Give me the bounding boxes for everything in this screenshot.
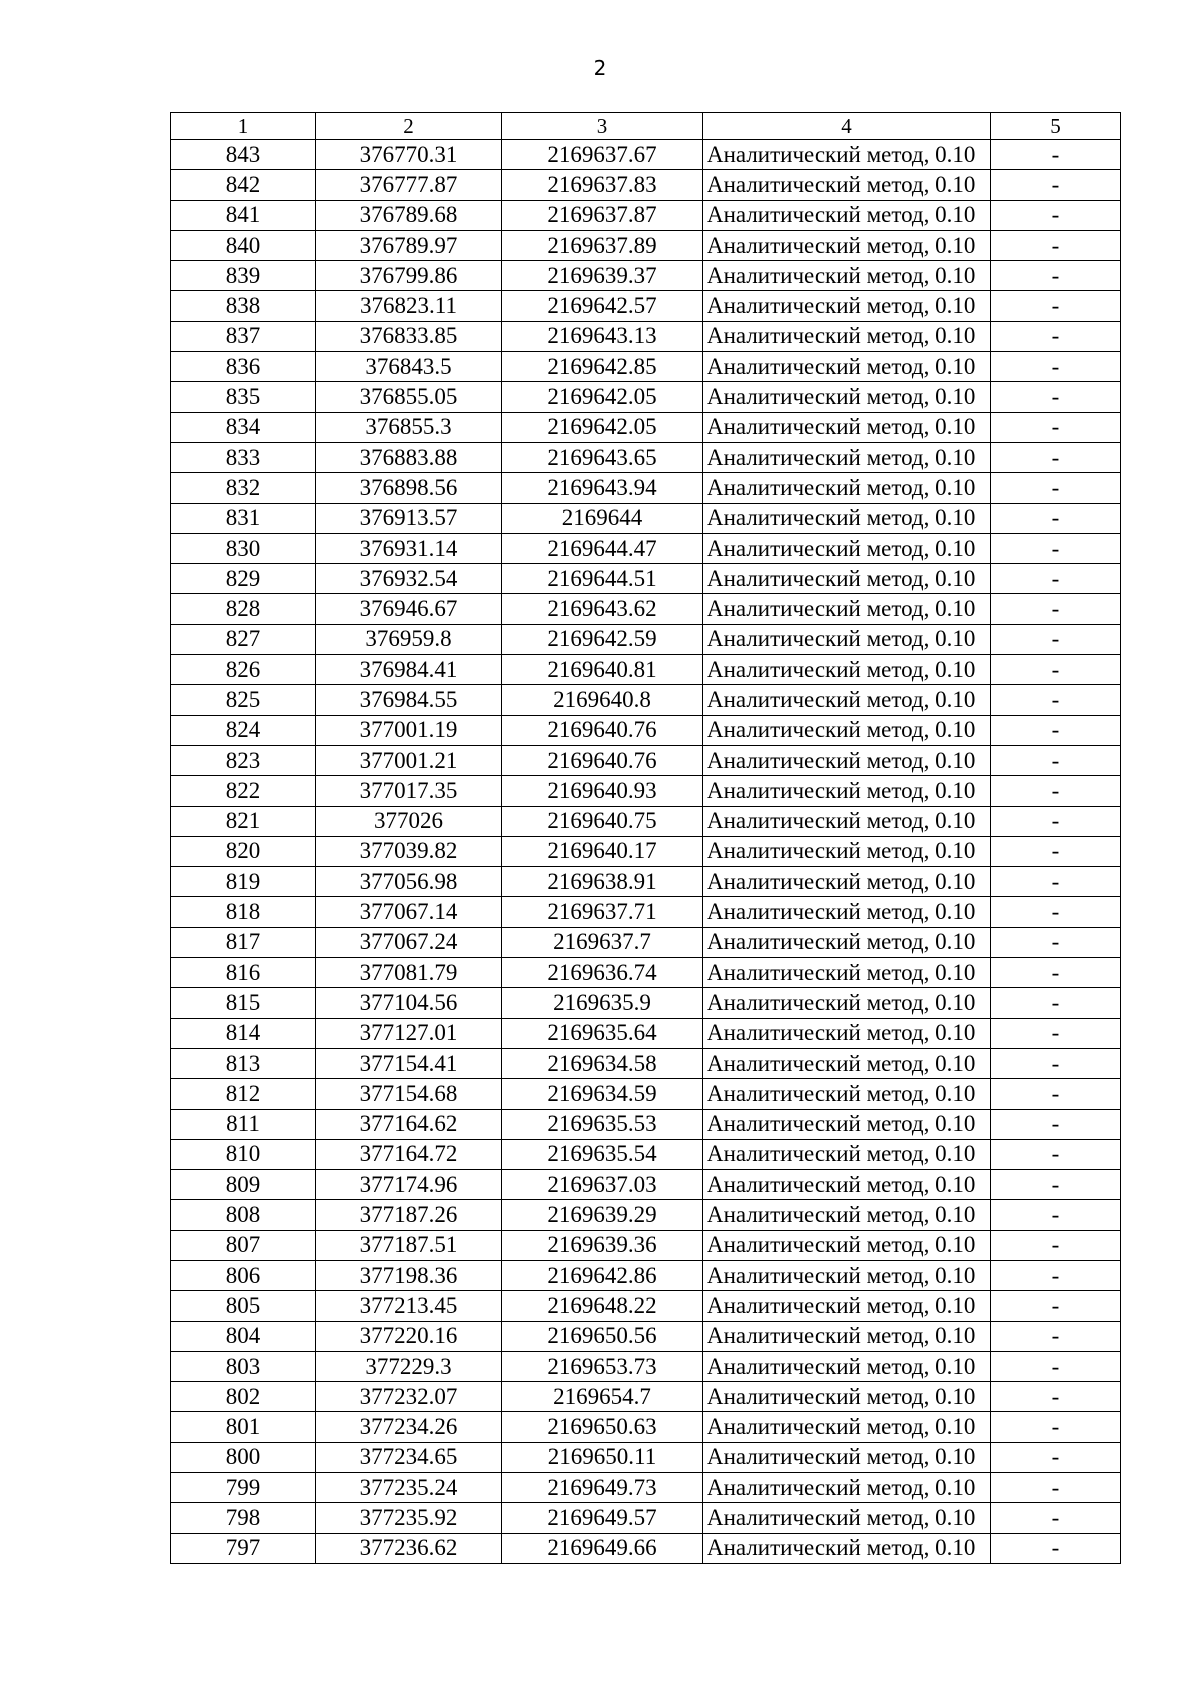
point-number-cell: 813	[171, 1048, 316, 1078]
table-row	[171, 261, 1121, 291]
point-number-cell: 828	[171, 594, 316, 624]
y-coordinate-cell: 2169642.57	[502, 291, 703, 321]
header-row	[171, 113, 1121, 140]
table-row	[171, 1200, 1121, 1230]
x-coordinate-cell: 377067.14	[316, 897, 502, 927]
table-row	[171, 1170, 1121, 1200]
table-row	[171, 1533, 1121, 1563]
note-cell: -	[991, 473, 1121, 503]
table-row	[171, 715, 1121, 745]
x-coordinate-cell: 376984.41	[316, 655, 502, 685]
method-cell: Аналитический метод, 0.10	[703, 958, 991, 988]
table-row	[171, 382, 1121, 412]
y-coordinate-cell: 2169637.71	[502, 897, 703, 927]
table-row	[171, 321, 1121, 351]
note-cell: -	[991, 140, 1121, 170]
y-coordinate-cell: 2169636.74	[502, 958, 703, 988]
table-row	[171, 352, 1121, 382]
x-coordinate-cell: 377229.3	[316, 1351, 502, 1381]
point-number-cell: 825	[171, 685, 316, 715]
y-coordinate-cell: 2169637.67	[502, 140, 703, 170]
x-coordinate-cell: 376843.5	[316, 352, 502, 382]
method-cell: Аналитический метод, 0.10	[703, 1321, 991, 1351]
note-cell: -	[991, 261, 1121, 291]
table-row	[171, 1503, 1121, 1533]
point-number-cell: 811	[171, 1109, 316, 1139]
header-cell-4: 4	[703, 113, 991, 140]
x-coordinate-cell: 377234.65	[316, 1442, 502, 1472]
table-row	[171, 685, 1121, 715]
note-cell: -	[991, 776, 1121, 806]
note-cell: -	[991, 927, 1121, 957]
method-cell: Аналитический метод, 0.10	[703, 230, 991, 260]
x-coordinate-cell: 377164.72	[316, 1139, 502, 1169]
note-cell: -	[991, 685, 1121, 715]
y-coordinate-cell: 2169635.54	[502, 1139, 703, 1169]
method-cell: Аналитический метод, 0.10	[703, 685, 991, 715]
point-number-cell: 817	[171, 927, 316, 957]
table-body	[171, 140, 1121, 1564]
y-coordinate-cell: 2169650.63	[502, 1412, 703, 1442]
table-row	[171, 1260, 1121, 1290]
x-coordinate-cell: 376959.8	[316, 624, 502, 654]
point-number-cell: 803	[171, 1351, 316, 1381]
x-coordinate-cell: 377056.98	[316, 867, 502, 897]
point-number-cell: 822	[171, 776, 316, 806]
point-number-cell: 807	[171, 1230, 316, 1260]
x-coordinate-cell: 376855.3	[316, 412, 502, 442]
method-cell: Аналитический метод, 0.10	[703, 927, 991, 957]
point-number-cell: 812	[171, 1079, 316, 1109]
method-cell: Аналитический метод, 0.10	[703, 1412, 991, 1442]
method-cell: Аналитический метод, 0.10	[703, 170, 991, 200]
y-coordinate-cell: 2169640.17	[502, 836, 703, 866]
note-cell: -	[991, 624, 1121, 654]
note-cell: -	[991, 958, 1121, 988]
note-cell: -	[991, 1018, 1121, 1048]
header-cell-5: 5	[991, 113, 1121, 140]
y-coordinate-cell: 2169635.53	[502, 1109, 703, 1139]
method-cell: Аналитический метод, 0.10	[703, 1382, 991, 1412]
point-number-cell: 831	[171, 503, 316, 533]
method-cell: Аналитический метод, 0.10	[703, 1533, 991, 1563]
note-cell: -	[991, 806, 1121, 836]
method-cell: Аналитический метод, 0.10	[703, 200, 991, 230]
method-cell: Аналитический метод, 0.10	[703, 897, 991, 927]
y-coordinate-cell: 2169639.36	[502, 1230, 703, 1260]
note-cell: -	[991, 412, 1121, 442]
point-number-cell: 826	[171, 655, 316, 685]
note-cell: -	[991, 503, 1121, 533]
point-number-cell: 800	[171, 1442, 316, 1472]
note-cell: -	[991, 836, 1121, 866]
y-coordinate-cell: 2169642.85	[502, 352, 703, 382]
note-cell: -	[991, 291, 1121, 321]
y-coordinate-cell: 2169642.59	[502, 624, 703, 654]
y-coordinate-cell: 2169654.7	[502, 1382, 703, 1412]
point-number-cell: 823	[171, 745, 316, 775]
note-cell: -	[991, 594, 1121, 624]
table-row	[171, 1018, 1121, 1048]
note-cell: -	[991, 1048, 1121, 1078]
table-row	[171, 170, 1121, 200]
y-coordinate-cell: 2169643.13	[502, 321, 703, 351]
x-coordinate-cell: 377154.68	[316, 1079, 502, 1109]
table-row	[171, 776, 1121, 806]
method-cell: Аналитический метод, 0.10	[703, 1291, 991, 1321]
point-number-cell: 841	[171, 200, 316, 230]
table-row	[171, 745, 1121, 775]
note-cell: -	[991, 1533, 1121, 1563]
point-number-cell: 839	[171, 261, 316, 291]
method-cell: Аналитический метод, 0.10	[703, 261, 991, 291]
point-number-cell: 801	[171, 1412, 316, 1442]
note-cell: -	[991, 1291, 1121, 1321]
point-number-cell: 833	[171, 442, 316, 472]
point-number-cell: 802	[171, 1382, 316, 1412]
y-coordinate-cell: 2169635.9	[502, 988, 703, 1018]
note-cell: -	[991, 1230, 1121, 1260]
table-row	[171, 1048, 1121, 1078]
y-coordinate-cell: 2169637.03	[502, 1170, 703, 1200]
method-cell: Аналитический метод, 0.10	[703, 1048, 991, 1078]
y-coordinate-cell: 2169642.05	[502, 382, 703, 412]
table-row	[171, 473, 1121, 503]
x-coordinate-cell: 377187.26	[316, 1200, 502, 1230]
page-number: 2	[593, 56, 607, 80]
x-coordinate-cell: 376833.85	[316, 321, 502, 351]
note-cell: -	[991, 170, 1121, 200]
note-cell: -	[991, 897, 1121, 927]
note-cell: -	[991, 1382, 1121, 1412]
y-coordinate-cell: 2169635.64	[502, 1018, 703, 1048]
table-row	[171, 1230, 1121, 1260]
y-coordinate-cell: 2169650.11	[502, 1442, 703, 1472]
method-cell: Аналитический метод, 0.10	[703, 988, 991, 1018]
point-number-cell: 840	[171, 230, 316, 260]
method-cell: Аналитический метод, 0.10	[703, 352, 991, 382]
point-number-cell: 824	[171, 715, 316, 745]
y-coordinate-cell: 2169638.91	[502, 867, 703, 897]
note-cell: -	[991, 352, 1121, 382]
note-cell: -	[991, 1200, 1121, 1230]
note-cell: -	[991, 321, 1121, 351]
point-number-cell: 810	[171, 1139, 316, 1169]
y-coordinate-cell: 2169653.73	[502, 1351, 703, 1381]
table-header	[171, 113, 1121, 140]
point-number-cell: 814	[171, 1018, 316, 1048]
y-coordinate-cell: 2169640.8	[502, 685, 703, 715]
point-number-cell: 836	[171, 352, 316, 382]
x-coordinate-cell: 377236.62	[316, 1533, 502, 1563]
method-cell: Аналитический метод, 0.10	[703, 1442, 991, 1472]
method-cell: Аналитический метод, 0.10	[703, 836, 991, 866]
y-coordinate-cell: 2169643.62	[502, 594, 703, 624]
y-coordinate-cell: 2169640.75	[502, 806, 703, 836]
x-coordinate-cell: 376770.31	[316, 140, 502, 170]
point-number-cell: 816	[171, 958, 316, 988]
y-coordinate-cell: 2169648.22	[502, 1291, 703, 1321]
y-coordinate-cell: 2169639.29	[502, 1200, 703, 1230]
table-row	[171, 1473, 1121, 1503]
point-number-cell: 806	[171, 1260, 316, 1290]
y-coordinate-cell: 2169637.89	[502, 230, 703, 260]
point-number-cell: 815	[171, 988, 316, 1018]
note-cell: -	[991, 655, 1121, 685]
table-row	[171, 806, 1121, 836]
note-cell: -	[991, 442, 1121, 472]
x-coordinate-cell: 377174.96	[316, 1170, 502, 1200]
note-cell: -	[991, 1412, 1121, 1442]
table-row	[171, 867, 1121, 897]
y-coordinate-cell: 2169649.66	[502, 1533, 703, 1563]
method-cell: Аналитический метод, 0.10	[703, 442, 991, 472]
note-cell: -	[991, 988, 1121, 1018]
method-cell: Аналитический метод, 0.10	[703, 1109, 991, 1139]
note-cell: -	[991, 1139, 1121, 1169]
y-coordinate-cell: 2169644	[502, 503, 703, 533]
table-row	[171, 655, 1121, 685]
point-number-cell: 819	[171, 867, 316, 897]
x-coordinate-cell: 376799.86	[316, 261, 502, 291]
table-row	[171, 988, 1121, 1018]
note-cell: -	[991, 1473, 1121, 1503]
table-row	[171, 1442, 1121, 1472]
note-cell: -	[991, 200, 1121, 230]
method-cell: Аналитический метод, 0.10	[703, 533, 991, 563]
x-coordinate-cell: 376777.87	[316, 170, 502, 200]
y-coordinate-cell: 2169640.93	[502, 776, 703, 806]
x-coordinate-cell: 377026	[316, 806, 502, 836]
x-coordinate-cell: 376789.68	[316, 200, 502, 230]
y-coordinate-cell: 2169643.94	[502, 473, 703, 503]
table-row	[171, 624, 1121, 654]
table-row	[171, 897, 1121, 927]
table-row	[171, 1321, 1121, 1351]
y-coordinate-cell: 2169642.86	[502, 1260, 703, 1290]
note-cell: -	[991, 382, 1121, 412]
method-cell: Аналитический метод, 0.10	[703, 1139, 991, 1169]
note-cell: -	[991, 230, 1121, 260]
x-coordinate-cell: 377187.51	[316, 1230, 502, 1260]
point-number-cell: 832	[171, 473, 316, 503]
note-cell: -	[991, 1170, 1121, 1200]
point-number-cell: 799	[171, 1473, 316, 1503]
x-coordinate-cell: 377235.92	[316, 1503, 502, 1533]
table-row	[171, 140, 1121, 170]
table-row	[171, 836, 1121, 866]
method-cell: Аналитический метод, 0.10	[703, 291, 991, 321]
method-cell: Аналитический метод, 0.10	[703, 1230, 991, 1260]
x-coordinate-cell: 376931.14	[316, 533, 502, 563]
method-cell: Аналитический метод, 0.10	[703, 564, 991, 594]
x-coordinate-cell: 377235.24	[316, 1473, 502, 1503]
method-cell: Аналитический метод, 0.10	[703, 412, 991, 442]
table-row	[171, 503, 1121, 533]
method-cell: Аналитический метод, 0.10	[703, 715, 991, 745]
point-number-cell: 837	[171, 321, 316, 351]
method-cell: Аналитический метод, 0.10	[703, 321, 991, 351]
method-cell: Аналитический метод, 0.10	[703, 1260, 991, 1290]
y-coordinate-cell: 2169640.76	[502, 715, 703, 745]
note-cell: -	[991, 1109, 1121, 1139]
table-row	[171, 442, 1121, 472]
point-number-cell: 808	[171, 1200, 316, 1230]
method-cell: Аналитический метод, 0.10	[703, 382, 991, 412]
method-cell: Аналитический метод, 0.10	[703, 1018, 991, 1048]
y-coordinate-cell: 2169634.58	[502, 1048, 703, 1078]
table-row	[171, 412, 1121, 442]
coordinates-table	[170, 112, 1121, 1564]
y-coordinate-cell: 2169642.05	[502, 412, 703, 442]
y-coordinate-cell: 2169634.59	[502, 1079, 703, 1109]
header-cell-2: 2	[316, 113, 502, 140]
header-cell-1: 1	[171, 113, 316, 140]
y-coordinate-cell: 2169643.65	[502, 442, 703, 472]
method-cell: Аналитический метод, 0.10	[703, 594, 991, 624]
method-cell: Аналитический метод, 0.10	[703, 1351, 991, 1381]
point-number-cell: 830	[171, 533, 316, 563]
method-cell: Аналитический метод, 0.10	[703, 1170, 991, 1200]
point-number-cell: 804	[171, 1321, 316, 1351]
note-cell: -	[991, 1503, 1121, 1533]
method-cell: Аналитический метод, 0.10	[703, 655, 991, 685]
note-cell: -	[991, 867, 1121, 897]
note-cell: -	[991, 1321, 1121, 1351]
table-row	[171, 1079, 1121, 1109]
note-cell: -	[991, 533, 1121, 563]
table-row	[171, 927, 1121, 957]
point-number-cell: 809	[171, 1170, 316, 1200]
x-coordinate-cell: 377001.21	[316, 745, 502, 775]
x-coordinate-cell: 376823.11	[316, 291, 502, 321]
point-number-cell: 821	[171, 806, 316, 836]
note-cell: -	[991, 564, 1121, 594]
point-number-cell: 797	[171, 1533, 316, 1563]
point-number-cell: 798	[171, 1503, 316, 1533]
note-cell: -	[991, 1351, 1121, 1381]
y-coordinate-cell: 2169637.7	[502, 927, 703, 957]
x-coordinate-cell: 376883.88	[316, 442, 502, 472]
method-cell: Аналитический метод, 0.10	[703, 806, 991, 836]
table-row	[171, 594, 1121, 624]
method-cell: Аналитический метод, 0.10	[703, 1079, 991, 1109]
x-coordinate-cell: 377154.41	[316, 1048, 502, 1078]
table-row	[171, 230, 1121, 260]
x-coordinate-cell: 377234.26	[316, 1412, 502, 1442]
method-cell: Аналитический метод, 0.10	[703, 1200, 991, 1230]
y-coordinate-cell: 2169650.56	[502, 1321, 703, 1351]
x-coordinate-cell: 377081.79	[316, 958, 502, 988]
y-coordinate-cell: 2169640.76	[502, 745, 703, 775]
x-coordinate-cell: 377039.82	[316, 836, 502, 866]
point-number-cell: 835	[171, 382, 316, 412]
method-cell: Аналитический метод, 0.10	[703, 503, 991, 533]
header-cell-3: 3	[502, 113, 703, 140]
table-row	[171, 1382, 1121, 1412]
point-number-cell: 827	[171, 624, 316, 654]
method-cell: Аналитический метод, 0.10	[703, 1503, 991, 1533]
method-cell: Аналитический метод, 0.10	[703, 473, 991, 503]
note-cell: -	[991, 745, 1121, 775]
point-number-cell: 834	[171, 412, 316, 442]
table-row	[171, 958, 1121, 988]
point-number-cell: 843	[171, 140, 316, 170]
point-number-cell: 829	[171, 564, 316, 594]
x-coordinate-cell: 377198.36	[316, 1260, 502, 1290]
y-coordinate-cell: 2169649.73	[502, 1473, 703, 1503]
point-number-cell: 838	[171, 291, 316, 321]
x-coordinate-cell: 377001.19	[316, 715, 502, 745]
table-row	[171, 564, 1121, 594]
table-row	[171, 533, 1121, 563]
method-cell: Аналитический метод, 0.10	[703, 745, 991, 775]
table-row	[171, 1139, 1121, 1169]
method-cell: Аналитический метод, 0.10	[703, 776, 991, 806]
x-coordinate-cell: 377104.56	[316, 988, 502, 1018]
table-row	[171, 1412, 1121, 1442]
y-coordinate-cell: 2169644.47	[502, 533, 703, 563]
y-coordinate-cell: 2169637.87	[502, 200, 703, 230]
x-coordinate-cell: 376932.54	[316, 564, 502, 594]
x-coordinate-cell: 377213.45	[316, 1291, 502, 1321]
x-coordinate-cell: 377017.35	[316, 776, 502, 806]
method-cell: Аналитический метод, 0.10	[703, 140, 991, 170]
table-row	[171, 291, 1121, 321]
method-cell: Аналитический метод, 0.10	[703, 1473, 991, 1503]
x-coordinate-cell: 376913.57	[316, 503, 502, 533]
point-number-cell: 820	[171, 836, 316, 866]
table-row	[171, 1351, 1121, 1381]
note-cell: -	[991, 1442, 1121, 1472]
x-coordinate-cell: 377220.16	[316, 1321, 502, 1351]
y-coordinate-cell: 2169644.51	[502, 564, 703, 594]
note-cell: -	[991, 715, 1121, 745]
method-cell: Аналитический метод, 0.10	[703, 624, 991, 654]
x-coordinate-cell: 377164.62	[316, 1109, 502, 1139]
y-coordinate-cell: 2169640.81	[502, 655, 703, 685]
x-coordinate-cell: 376789.97	[316, 230, 502, 260]
table-row	[171, 1109, 1121, 1139]
table-row	[171, 1291, 1121, 1321]
y-coordinate-cell: 2169649.57	[502, 1503, 703, 1533]
method-cell: Аналитический метод, 0.10	[703, 867, 991, 897]
note-cell: -	[991, 1260, 1121, 1290]
table-row	[171, 200, 1121, 230]
x-coordinate-cell: 376898.56	[316, 473, 502, 503]
x-coordinate-cell: 376946.67	[316, 594, 502, 624]
point-number-cell: 842	[171, 170, 316, 200]
x-coordinate-cell: 376984.55	[316, 685, 502, 715]
x-coordinate-cell: 377127.01	[316, 1018, 502, 1048]
x-coordinate-cell: 376855.05	[316, 382, 502, 412]
y-coordinate-cell: 2169639.37	[502, 261, 703, 291]
note-cell: -	[991, 1079, 1121, 1109]
x-coordinate-cell: 377232.07	[316, 1382, 502, 1412]
point-number-cell: 818	[171, 897, 316, 927]
x-coordinate-cell: 377067.24	[316, 927, 502, 957]
y-coordinate-cell: 2169637.83	[502, 170, 703, 200]
point-number-cell: 805	[171, 1291, 316, 1321]
